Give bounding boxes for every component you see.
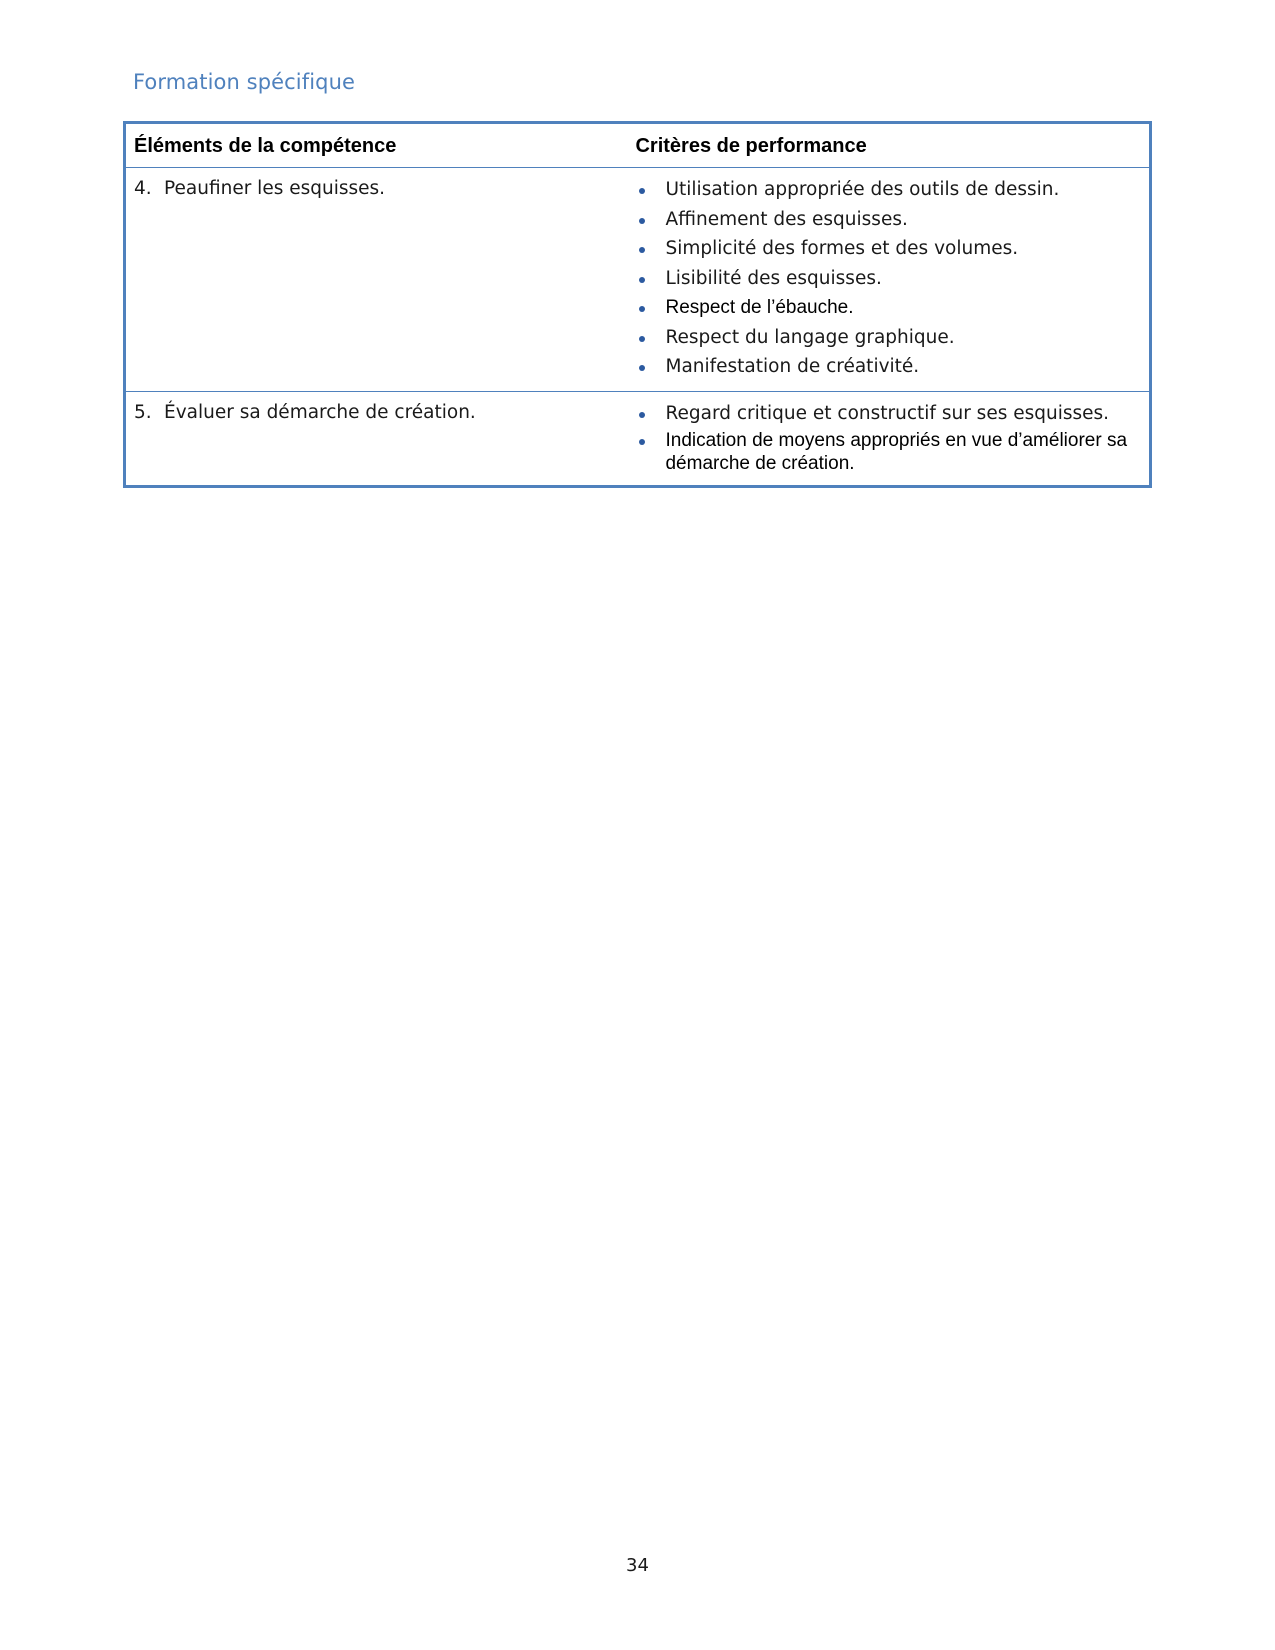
header-criteria: Critères de performance — [627, 123, 1150, 168]
section-title: Formation spécifique — [133, 70, 356, 94]
criteria-text: Respect de l’ébauche. — [665, 297, 854, 318]
element-text: Évaluer sa démarche de création. — [164, 401, 476, 423]
list-item — [635, 178, 1141, 201]
list-item — [635, 326, 1141, 349]
bullet-icon — [639, 247, 645, 253]
table-header-row — [125, 123, 1151, 168]
list-item — [635, 237, 1141, 260]
element-number: 4. — [134, 178, 152, 199]
list-item — [635, 208, 1141, 231]
criteria-text: Indication de moyens appropriés en vue d’améliorer sa démarche de création. — [665, 429, 1128, 474]
header-elements: Éléments de la compétence — [125, 123, 628, 168]
list-item — [635, 429, 1141, 475]
criteria-text: Lisibilité des esquisses. — [665, 267, 882, 289]
criteria-cell — [627, 168, 1150, 392]
criteria-text: Affinement des esquisses. — [665, 208, 908, 230]
element-number: 5. — [134, 401, 152, 423]
element-cell — [125, 391, 628, 486]
criteria-text: Regard critique et constructif sur ses esquisses. — [665, 402, 1110, 424]
bullet-icon — [639, 306, 645, 312]
element-text: Peaufiner les esquisses. — [164, 178, 386, 199]
criteria-text: Respect du langage graphique. — [665, 326, 955, 348]
list-item — [635, 355, 1141, 378]
bullet-icon — [639, 277, 645, 283]
criteria-text: Utilisation appropriée des outils de dessin. — [665, 179, 1060, 200]
bullet-icon — [639, 365, 645, 371]
criteria-text: Simplicité des formes et des volumes. — [665, 238, 1019, 259]
competence-table — [123, 121, 1152, 488]
page-number: 34 — [626, 1555, 649, 1576]
table-row — [125, 391, 1151, 486]
bullet-icon — [639, 336, 645, 342]
criteria-list — [635, 178, 1141, 378]
bullet-icon — [639, 218, 645, 224]
criteria-text: Manifestation de créativité. — [665, 356, 920, 377]
list-item — [635, 296, 1141, 319]
list-item — [635, 267, 1141, 290]
list-item — [635, 402, 1141, 425]
criteria-cell — [627, 391, 1150, 486]
bullet-icon — [639, 412, 645, 418]
criteria-list — [635, 402, 1141, 475]
table-row — [125, 168, 1151, 392]
bullet-icon — [639, 439, 645, 445]
element-cell — [125, 168, 628, 392]
bullet-icon — [639, 188, 645, 194]
